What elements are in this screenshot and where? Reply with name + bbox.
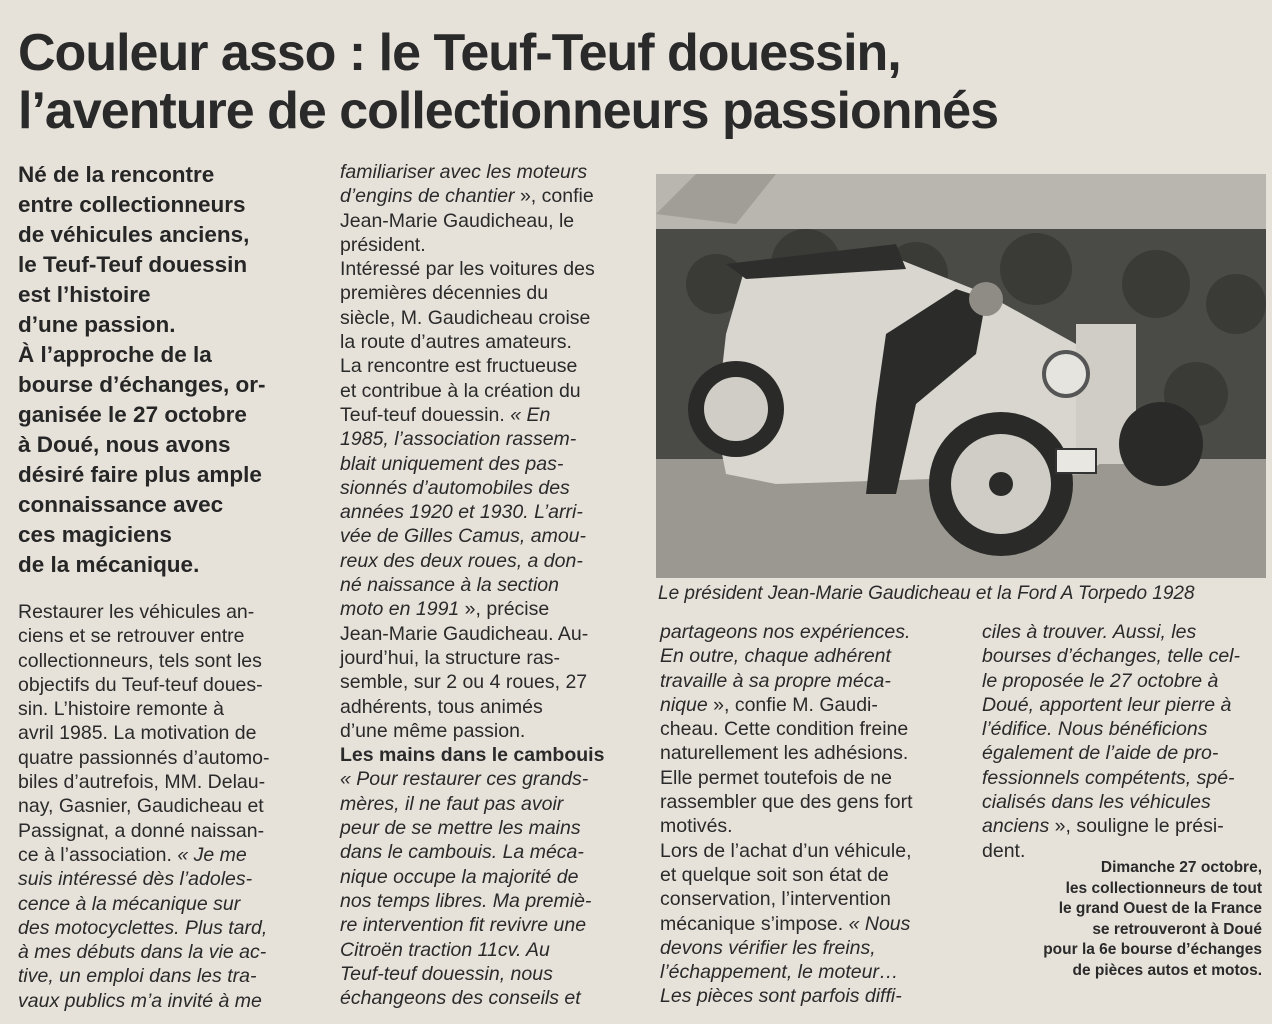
lead-line: désiré faire plus ample xyxy=(18,462,262,487)
text-line: siècle, M. Gaudicheau croise xyxy=(340,306,591,329)
text-line: Restaurer les véhicules an- xyxy=(18,601,255,623)
quote-line: Doué, apportent leur pierre à xyxy=(982,693,1232,716)
text-line: Jean-Marie Gaudicheau. Au- xyxy=(340,622,589,645)
quote-line: nique occupe la majorité de xyxy=(340,865,579,888)
quote-line: nos temps libres. Ma premiè- xyxy=(340,889,592,912)
lead-line: À l’approche de la xyxy=(18,342,212,367)
quote-line: bourses d’échanges, telle cel- xyxy=(982,645,1240,668)
quote-line: né naissance à la section xyxy=(340,574,559,597)
event-line: les collectionneurs de tout xyxy=(1065,879,1262,897)
headline xyxy=(18,24,1258,140)
text-run: », précise xyxy=(459,598,550,621)
lead-line: d’une passion. xyxy=(18,312,176,337)
quote-line: années 1920 et 1930. L’arri- xyxy=(340,501,583,524)
quote-run: moto en 1991 xyxy=(340,598,460,621)
quote-line: Teuf-teuf douessin, nous xyxy=(340,962,553,985)
text-line xyxy=(982,814,1262,838)
quote-run: anciens xyxy=(982,815,1050,838)
quote-run: « Nous xyxy=(843,912,911,935)
quote-line: partageons nos expériences. xyxy=(660,621,911,643)
text-line: jourd’hui, la structure ras- xyxy=(340,646,561,669)
quote-line: cialisés dans les véhicules xyxy=(982,791,1211,814)
text-line xyxy=(18,843,303,867)
lead-line: de véhicules anciens, xyxy=(18,222,250,247)
text-line: dent. xyxy=(982,839,1026,862)
text-line: d’une même passion. xyxy=(340,719,526,742)
text-run: », souligne le prési- xyxy=(1049,815,1224,838)
subheading: Les mains dans le cambouis xyxy=(340,744,605,767)
lead-line: bourse d’échanges, or- xyxy=(18,372,266,397)
quote-line: échangeons des conseils et xyxy=(340,987,581,1010)
quote-line: fessionnels compétents, spé- xyxy=(982,766,1235,789)
text-line: Passignat, a donné naissan- xyxy=(18,819,265,842)
quote-line: à mes débuts dans la vie ac- xyxy=(18,941,267,964)
article-column-3 xyxy=(660,620,960,1009)
text-line: adhérents, tous animés xyxy=(340,695,543,718)
lead-line: ces magiciens xyxy=(18,522,172,547)
quote-line: 1985, l’association rassem- xyxy=(340,428,577,451)
headline-line-2: l’aventure de collectionneurs passionnés xyxy=(18,82,999,140)
quote-line: également de l’aide de pro- xyxy=(982,742,1219,765)
quote-line: Les pièces sont parfois diffi- xyxy=(660,985,902,1008)
text-line xyxy=(340,184,630,208)
lead-line: entre collectionneurs xyxy=(18,192,246,217)
quote-line: reux des deux roues, a don- xyxy=(340,549,583,572)
article-column-4 xyxy=(982,620,1262,863)
event-line: le grand Ouest de la France xyxy=(1058,900,1262,917)
text-line: rassembler que des gens fort xyxy=(660,791,913,814)
lead-line: ganisée le 27 octobre xyxy=(18,402,247,427)
lead-line: à Doué, nous avons xyxy=(18,432,231,457)
quote-line: En outre, chaque adhérent xyxy=(660,645,891,668)
text-line: semble, sur 2 ou 4 roues, 27 xyxy=(340,671,588,694)
car-photo xyxy=(656,174,1266,578)
text-line: sin. L’histoire remonte à xyxy=(18,698,224,721)
quote-line: sionnés d’automobiles des xyxy=(340,476,570,499)
text-line: Jean-Marie Gaudicheau, le xyxy=(340,209,575,232)
photo-illustration xyxy=(656,174,1266,578)
quote-line: le proposée le 27 octobre à xyxy=(982,669,1219,692)
quote-line: tive, un emploi dans les tra- xyxy=(18,965,257,988)
lead-line: est l’histoire xyxy=(18,282,151,307)
text-line: naturellement les adhésions. xyxy=(660,742,909,765)
quote-line: peur de se mettre les mains xyxy=(340,817,581,840)
quote-line: « Pour restaurer ces grands- xyxy=(340,768,589,791)
headline-line-1: Couleur asso : le Teuf-Teuf douessin, xyxy=(18,24,901,82)
quote-run: nique xyxy=(660,693,708,716)
text-line: objectifs du Teuf-teuf doues- xyxy=(18,673,263,696)
text-line: ciens et se retrouver entre xyxy=(18,625,245,648)
quote-line: travaille à sa propre méca- xyxy=(660,669,891,692)
quote-run: « En xyxy=(504,403,551,426)
lead-line: Né de la rencontre xyxy=(18,162,215,187)
event-line: se retrouveront à Doué xyxy=(1092,920,1262,938)
event-line: Dimanche 27 octobre, xyxy=(1100,859,1262,876)
text-line: cheau. Cette condition freine xyxy=(660,718,909,741)
text-line xyxy=(340,403,630,427)
text-run: », confie xyxy=(514,185,594,208)
text-line: et contribue à la création du xyxy=(340,379,581,402)
quote-line: vée de Gilles Camus, amou- xyxy=(340,525,587,548)
text-line: conservation, l’intervention xyxy=(660,888,891,911)
quote-line: blait uniquement des pas- xyxy=(340,452,564,475)
quote-line: l’édifice. Nous bénéficions xyxy=(982,718,1208,741)
event-box xyxy=(1000,858,1262,981)
text-line: et quelque soit son état de xyxy=(660,863,889,886)
text-line: nay, Gasnier, Gaudicheau et xyxy=(18,795,264,818)
text-line: Elle permet toutefois de ne xyxy=(660,766,892,789)
quote-run: « Je me xyxy=(171,843,247,866)
lead-line: le Teuf-Teuf douessin xyxy=(18,252,248,277)
quote-line: cence à la mécanique sur xyxy=(18,892,241,915)
text-run: ce à l’association. xyxy=(18,843,172,866)
text-run: Teuf-teuf douessin. xyxy=(340,403,505,426)
text-line: collectionneurs, tels sont les xyxy=(18,649,262,672)
quote-run: d’engins de chantier xyxy=(340,185,515,208)
event-line: de pièces autos et motos. xyxy=(1072,961,1262,979)
lead-line: connaissance avec xyxy=(18,492,224,517)
quote-line: devons vérifier les freins, xyxy=(660,936,876,959)
text-line: quatre passionnés d’automo- xyxy=(18,746,270,769)
text-line: motivés. xyxy=(660,815,733,838)
text-run: », confie M. Gaudi- xyxy=(707,693,878,716)
text-run: mécanique s’impose. xyxy=(660,912,844,935)
quote-line: familiariser avec les moteurs xyxy=(340,161,588,183)
text-line: avril 1985. La motivation de xyxy=(18,722,257,745)
text-line: premières décennies du xyxy=(340,282,549,305)
text-line xyxy=(340,597,630,621)
text-line: Intéressé par les voitures des xyxy=(340,258,595,281)
quote-line: mères, il ne faut pas avoir xyxy=(340,792,564,815)
quote-line: des motocyclettes. Plus tard, xyxy=(18,916,268,939)
event-line: pour la 6e bourse d’échanges xyxy=(1043,941,1262,958)
text-line: la route d’autres amateurs. xyxy=(340,331,572,354)
quote-line: Citroën traction 11cv. Au xyxy=(340,938,550,961)
quote-line: vaux publics m’a invité à me xyxy=(18,989,262,1012)
quote-line: suis intéressé dès l’adoles- xyxy=(18,868,253,891)
lead-line: de la mécanique. xyxy=(18,552,200,577)
quote-line: ciles à trouver. Aussi, les xyxy=(982,621,1197,643)
text-line: biles d’autrefois, MM. Delau- xyxy=(18,771,266,794)
article-column-2 xyxy=(340,160,630,1010)
quote-line: dans le cambouis. La méca- xyxy=(340,841,584,864)
text-line: président. xyxy=(340,233,426,256)
text-line xyxy=(660,693,960,717)
text-line xyxy=(660,912,960,936)
photo-caption: Le président Jean-Marie Gaudicheau et la Ford A Torpedo 1928 xyxy=(658,583,1195,604)
article-column-1 xyxy=(18,600,303,1013)
text-line: La rencontre est fructueuse xyxy=(340,355,578,378)
text-line: Lors de l’achat d’un véhicule, xyxy=(660,839,912,862)
quote-line: l’échappement, le moteur… xyxy=(660,961,899,984)
lead-paragraph xyxy=(18,160,318,580)
quote-line: re intervention fit revivre une xyxy=(340,914,587,937)
